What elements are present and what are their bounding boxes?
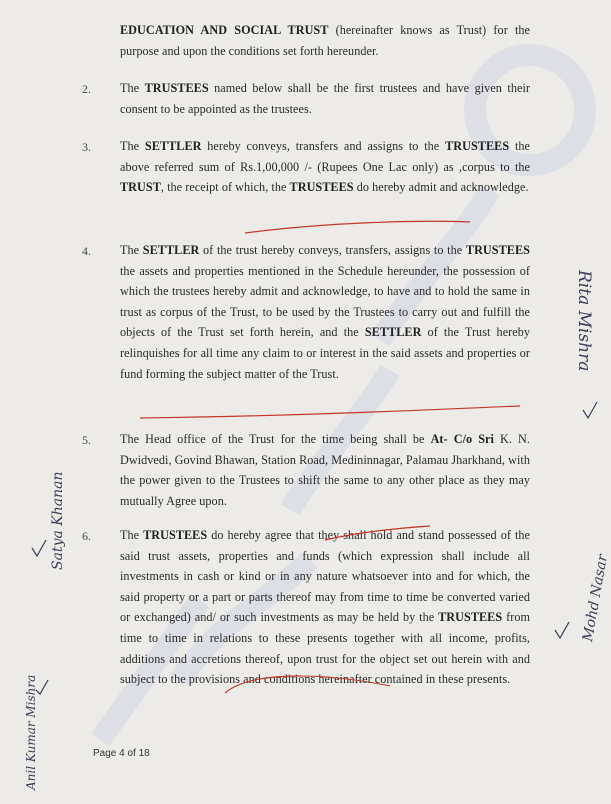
paragraph-5: The Head office of the Trust for the time being shall be At- C/o Sri K. N. Dwidvedi, Govind Bhawan, Station Road, Medininnagar, Palamau Jharkhand, with the power given to the Trustees to shift the same to any other place as they may mutually Agree upon. bbox=[120, 432, 531, 508]
signature-anil-kumar-mishra: Anil Kumar Mishra bbox=[24, 674, 38, 790]
signature-satya-khanan: Satya Khanan bbox=[50, 471, 66, 570]
paragraph-2: The TRUSTEES named below shall be the first trustees and have given their consent to be appointed as the trustees. bbox=[120, 81, 530, 116]
signature-mohd-nasar: Mohd Nasar bbox=[580, 553, 611, 643]
paragraph-6: The TRUSTEES do hereby agree that they shall hold and stand possessed of the said trust assets, properties and funds (which expression shall include all investments in cash or kind or in any nature whatsoever into and for which, the said property or a part or parts thereof may from time to time be converted varied or exchanged) and/ or such investments as may be held by the TRUSTEES from time to time in relations to these presents together with all income, profits, additions and accretions thereof, upon trust for the object set out herein with and subject to the provisions and conditions hereinafter contained in these presents. bbox=[120, 528, 530, 687]
paragraph-3: The SETTLER hereby conveys, transfers and assigns to the TRUSTEES the above referred sum of Rs.1,00,000 /- (Rupees One Lac only) as ,corpus to the TRUST, the receipt of which, the TRUSTEES do hereby admit and acknowledge. bbox=[120, 139, 530, 195]
para-number: 6. bbox=[82, 529, 91, 543]
blue-tick-mark bbox=[32, 540, 46, 556]
para-number: 2. bbox=[82, 82, 91, 96]
blue-tick-mark bbox=[583, 402, 597, 418]
para-number: 5. bbox=[82, 433, 91, 447]
signature-rita-mishra: Rita Mishra bbox=[574, 270, 594, 372]
para-number: 4. bbox=[82, 244, 91, 258]
paragraph-intro: EDUCATION AND SOCIAL TRUST (hereinafter knows as Trust) for the purpose and upon the conditions set forth hereunder. bbox=[120, 23, 530, 58]
red-underline-mark bbox=[245, 221, 470, 233]
paragraph-4: The SETTLER of the trust hereby conveys, transfers, assigns to the TRUSTEES the assets and properties mentioned in the Schedule hereunder, the possession of which the trustees hereby admit and acknowledge, to have and to hold the same in trust as corpus of the Trust, to be used by the Trustees to carry out and fulfill the objects of the Trust set forth herein, and the SETTLER of the Trust hereby relinquishes for all time any claim to or interest in the said assets and properties or fund forming the subject matter of the Trust. bbox=[120, 243, 531, 381]
blue-tick-mark bbox=[555, 622, 569, 638]
para-number: 3. bbox=[82, 140, 91, 154]
page-number: Page 4 of 18 bbox=[93, 748, 150, 759]
red-underline-mark bbox=[140, 406, 520, 418]
